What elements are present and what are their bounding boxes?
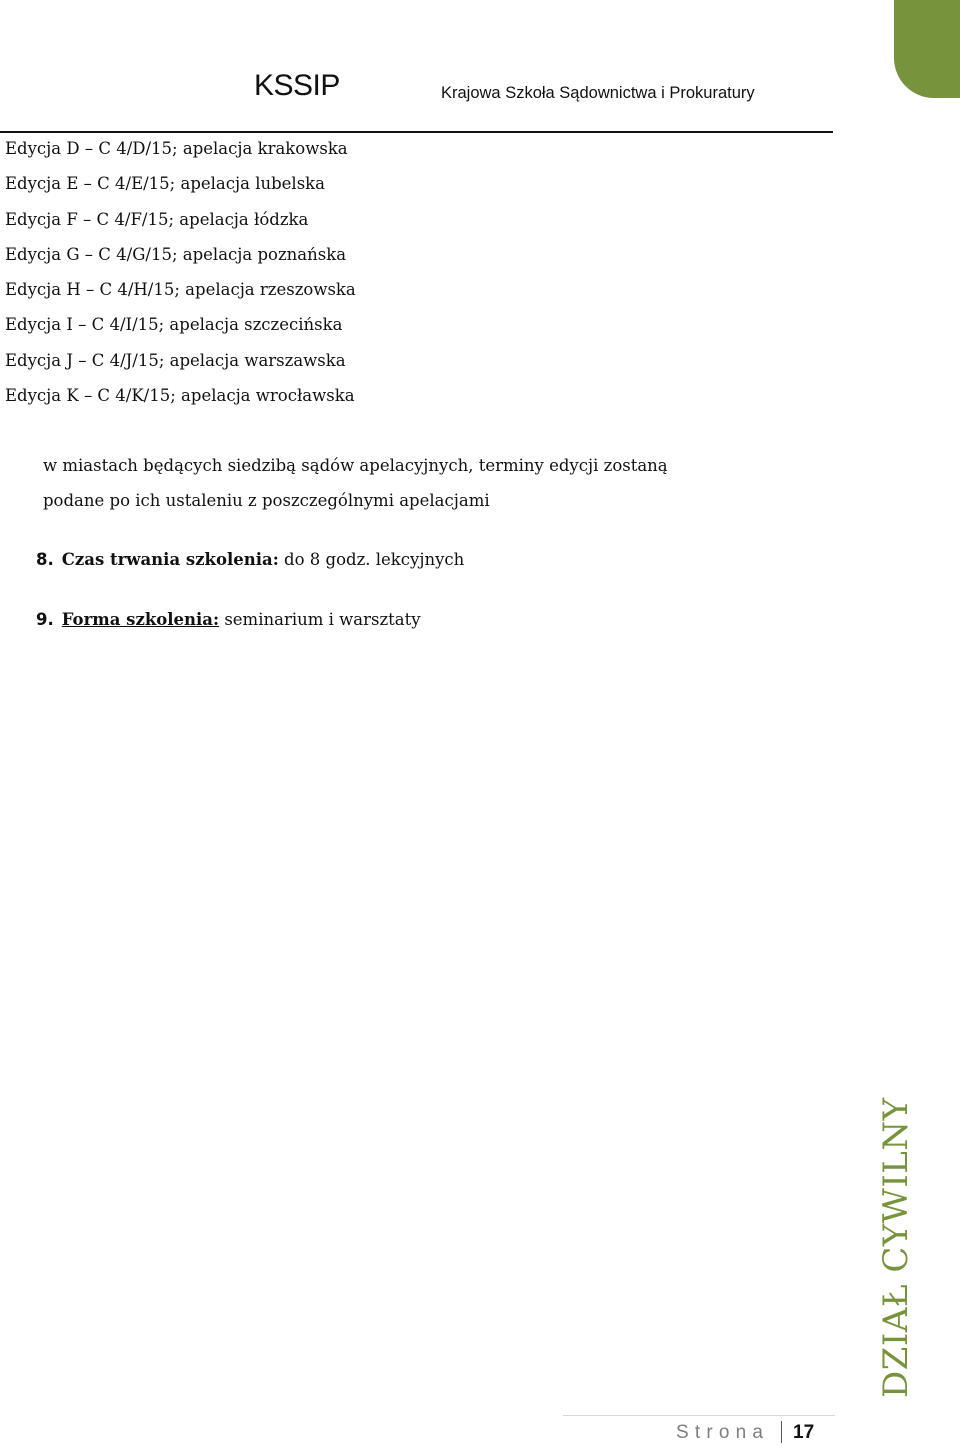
edition-item: Edycja K – C 4/K/15; apelacja wrocławska — [5, 386, 355, 406]
edition-item: Edycja H – C 4/H/15; apelacja rzeszowska — [5, 280, 356, 300]
section-label: Forma szkolenia: — [61, 610, 220, 629]
edition-item: Edycja E – C 4/E/15; apelacja lubelska — [5, 174, 326, 194]
department-side-label: DZIAŁ CYWILNY — [876, 1097, 916, 1398]
section-value: seminarium i warsztaty — [219, 610, 421, 629]
edition-item: Edycja J – C 4/J/15; apelacja warszawska — [5, 350, 346, 370]
section-number: 9. — [36, 610, 54, 629]
location-paragraph-line-2: podane po ich ustaleniu z poszczególnymi apelacjami — [43, 491, 490, 510]
edition-item: Edycja D – C 4/D/15; apelacja krakowska — [5, 139, 348, 158]
header-subtitle: Krajowa Szkoła Sądownictwa i Prokuratury — [441, 84, 755, 102]
edition-item: Edycja F – C 4/F/15; apelacja łódzka — [5, 209, 309, 229]
footer-page-number: 17 — [793, 1422, 815, 1443]
footer-separator — [781, 1421, 782, 1443]
section-value: do 8 godz. lekcyjnych — [278, 550, 465, 569]
edition-item: Edycja G – C 4/G/15; apelacja poznańska — [5, 244, 347, 264]
header-divider — [0, 131, 833, 133]
editions-list — [5, 134, 356, 416]
section-duration — [36, 549, 464, 571]
corner-accent-tab — [894, 0, 960, 98]
footer-divider — [563, 1415, 835, 1416]
section-label: Czas trwania szkolenia: — [61, 550, 279, 569]
header-title: KSSIP — [254, 69, 340, 102]
location-paragraph-line-1: w miastach będących siedzibą sądów apelacyjnych, terminy edycji zostaną — [43, 456, 668, 475]
edition-item: Edycja I – C 4/I/15; apelacja szczecińska — [5, 315, 343, 335]
section-number: 8. — [36, 550, 54, 569]
footer-page-label: Strona — [676, 1422, 770, 1443]
section-form — [36, 609, 421, 631]
